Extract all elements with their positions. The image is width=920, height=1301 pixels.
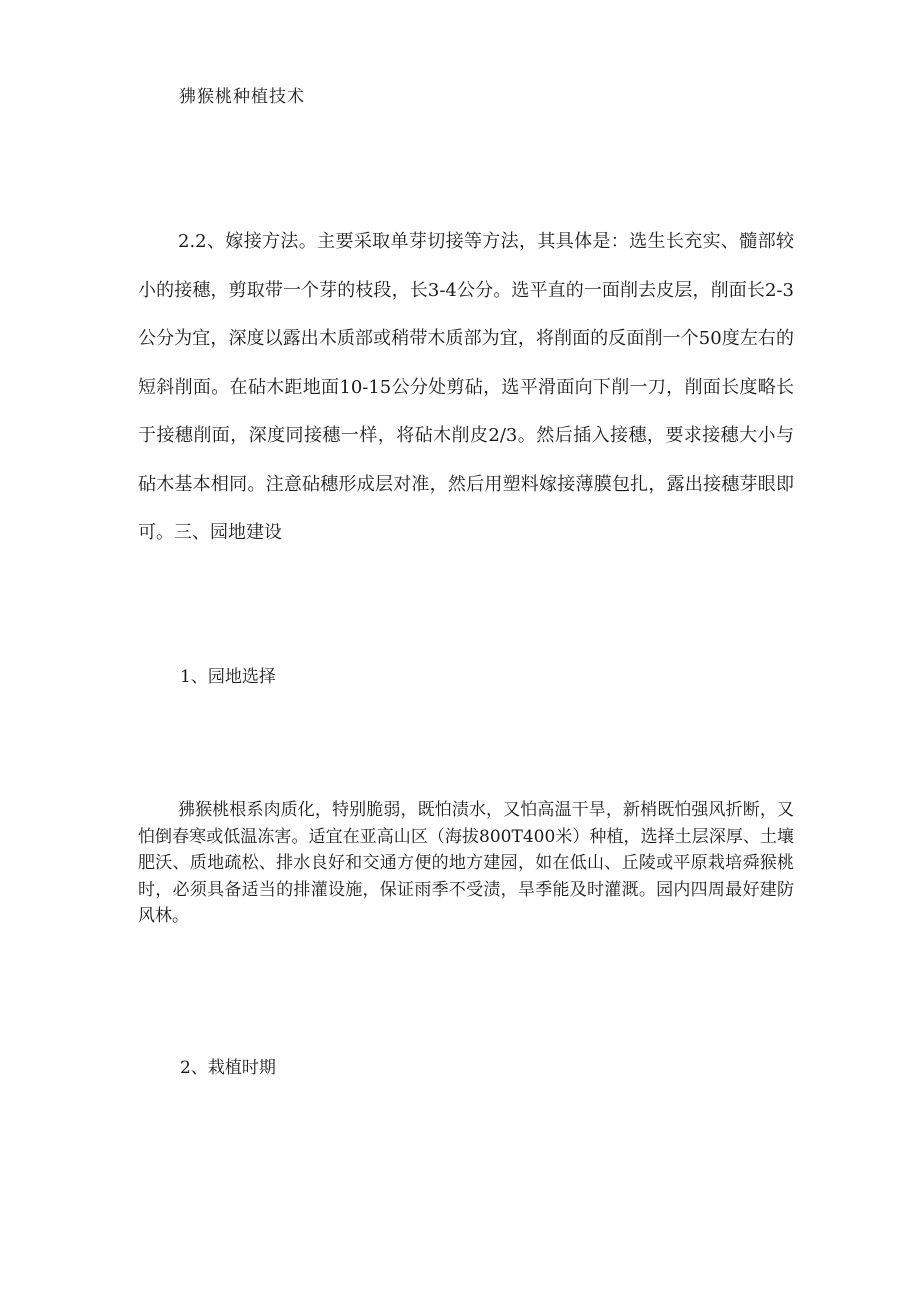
document-title: 狒猴桃种植技术 bbox=[179, 87, 305, 107]
section-heading-planting-period: 2、栽植时期 bbox=[180, 1058, 276, 1078]
site-selection-paragraph: 狒猴桃根系肉质化，特别脆弱，既怕渍水，又怕高温干旱，新梢既怕强风折断，又怕倒春寒或低温冻害。适宜在亚高山区（海拔800T400米）种植，选择土层深厚、土壤肥沃、质地疏松、排水良好和交通方便的地方建园，如在低山、丘陵或平原栽培舜猴桃时，必须具备适当的排灌设施，保证雨季不受渍，旱季能及时灌溉。园内四周最好建防风林。 bbox=[138, 800, 794, 926]
section-heading-site-selection: 1、园地选择 bbox=[180, 667, 276, 687]
grafting-method-paragraph: 2.2、嫁接方法。主要采取单芽切接等方法，其具体是：选生长充实、髓部较小的接穗，剪取带一个芽的枝段，长3-4公分。选平直的一面削去皮层，削面长2-3公分为宜，深度以露出木质部或稍带木质部为宜，将削面的反面削一个50度左右的短斜削面。在砧木距地面10-15公分处剪砧，选平滑面向下削一刀，削面长度略长于接穗削面，深度同接穗一样，将砧木削皮2/3。然后插入接穗，要求接穗大小与砧木基本相同。注意砧穗形成层对准，然后用塑料嫁接薄膜包扎，露出接穗芽眼即可。三、园地建设 bbox=[138, 231, 794, 543]
